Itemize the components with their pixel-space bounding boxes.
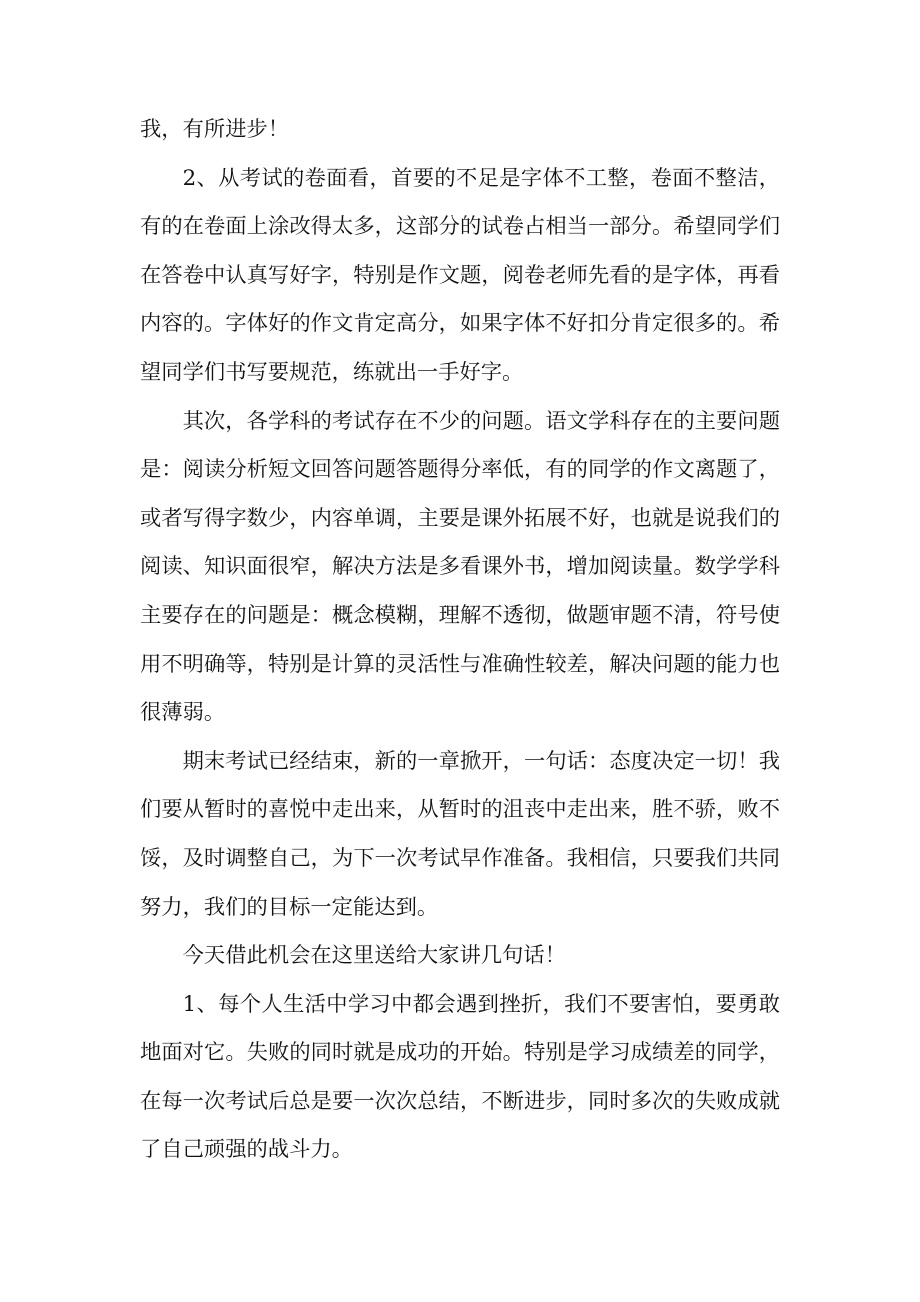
paragraph-intro-words: 今天借此机会在这里送给大家讲几句话！ <box>182 943 566 969</box>
paragraph-attitude: 期末考试已经结束，新的一章掀开，一句话：态度决定一切！我们要从暂时的喜悦中走出来，从暂时的沮丧中走出来，胜不骄，败不馁，及时调整自己，为下一次考试早作准备。我相信，只要我们共同努力，我们的目标一定能达到。 <box>140 748 780 920</box>
paragraph-continuation: 我，有所进步！ <box>140 117 290 142</box>
paragraph-setbacks: 1、每个人生活中学习中都会遇到挫折，我们不要害怕，要勇敢地面对它。失败的同时就是成功的开始。特别是学习成绩差的同学，在每一次考试后总是要一次次总结，不断进步，同时多次的失败成就了自己顽强的战斗力。 <box>140 991 780 1163</box>
paragraph-handwriting-issue: 2、从考试的卷面看，首要的不足是字体不工整，卷面不整洁，有的在卷面上涂改得太多，这部分的试卷占相当一部分。希望同学们在答卷中认真写好字，特别是作文题，阅卷老师先看的是字体，再看内容的。字体好的作文肯定高分，如果字体不好扣分肯定很多的。希望同学们书写要规范，练就出一手好字。 <box>140 165 780 385</box>
document-body <box>140 106 780 1175</box>
paragraph-subject-problems: 其次，各学科的考试存在不少的问题。语文学科存在的主要问题是：阅读分析短文回答问题答题得分率低，有的同学的作文离题了，或者写得字数少，内容单调，主要是课外拓展不好，也就是说我们的阅读、知识面很窄，解决方法是多看课外书，增加阅读量。数学学科主要存在的问题是：概念模糊，理解不透彻，做题审题不清，符号使用不明确等，特别是计算的灵活性与准确性较差，解决问题的能力也很薄弱。 <box>140 408 780 726</box>
